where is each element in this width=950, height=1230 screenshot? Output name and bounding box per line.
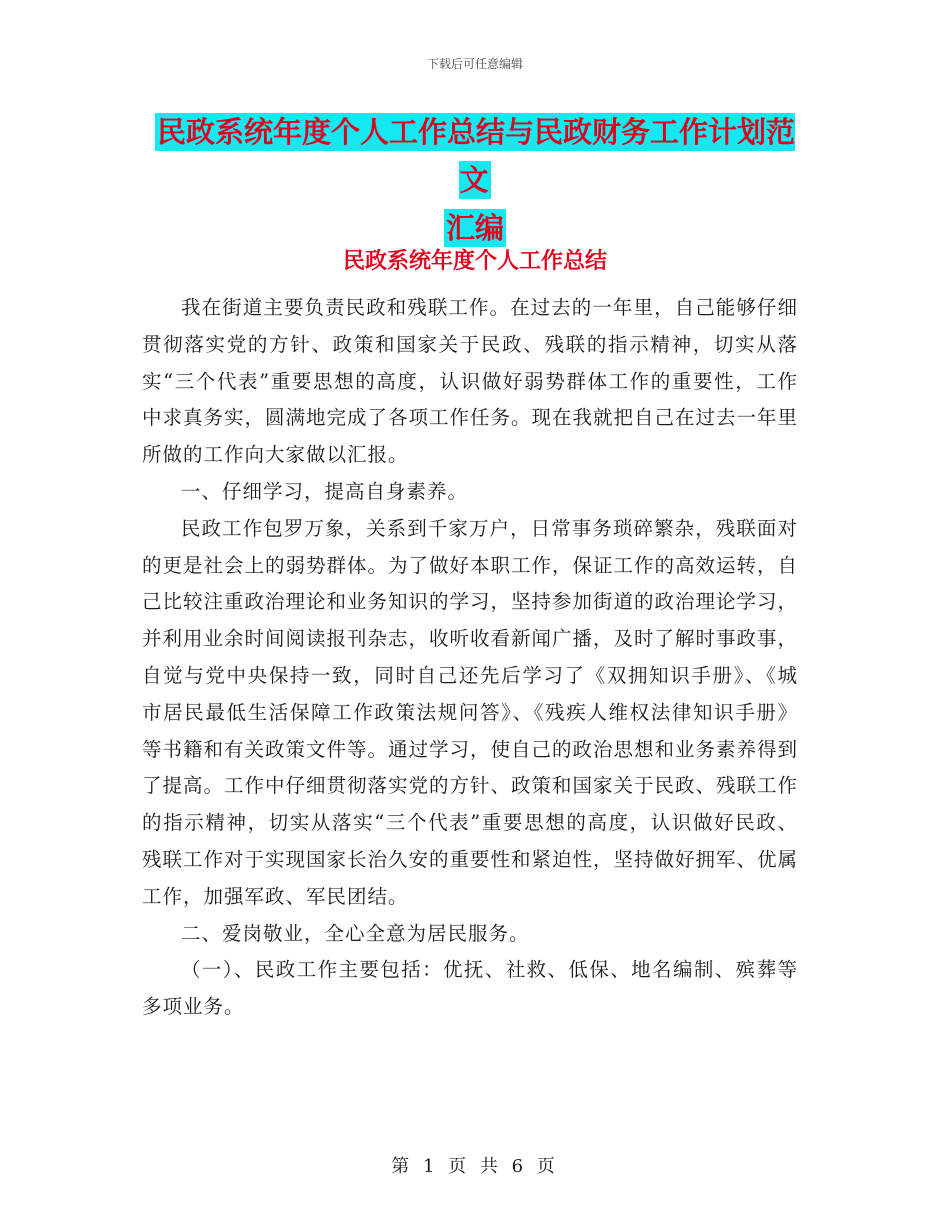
heading-service: 二、爱岗敬业，全心全意为居民服务。 — [181, 921, 530, 945]
document-title-line1: 民政系统年度个人工作总结与民政财务工作计划范文 — [156, 115, 795, 197]
document-title — [145, 108, 805, 252]
document-title-line2: 汇编 — [445, 211, 504, 245]
document-body — [142, 290, 798, 1026]
paragraph-intro: 我在街道主要负责民政和残联工作。在过去的一年里，自己能够仔细贯彻落实党的方针、政策和国家关于民政、残联的指示精神，切实从落实“三个代表”重要思想的高度，认识做好弱势群体工作的重要性，工作中求真务实，圆满地完成了各项工作任务。现在我就把自己在过去一年里所做的工作向大家做以汇报。 — [142, 296, 799, 467]
header-note: 下载后可任意编辑 — [426, 57, 523, 71]
paragraph-study: 民政工作包罗万象，关系到千家万户，日常事务琐碎繁杂，残联面对的更是社会上的弱势群体。为了做好本职工作，保证工作的高效运转，自己比较注重政治理论和业务知识的学习，坚持参加街道的政治理论学习，并利用业余时间阅读报刊杂志，收听收看新闻广播，及时了解时事政事，自觉与党中央保持一致，同时自己还先后学习了《双拥知识手册》、《城市居民最低生活保障工作政策法规问答》、《残疾人维权法律知识手册》等书籍和有关政策文件等。通过学习，使自己的政治思想和业务素养得到了提高。工作中仔细贯彻落实党的方针、政策和国家关于民政、残联工作的指示精神，切实从落实“三个代表”重要思想的高度，认识做好民政、残联工作对于实现国家长治久安的重要性和紧迫性，坚持做好拥军、优属工作，加强军政、军民团结。 — [142, 516, 799, 908]
page-number-footer: 第 1 页 共 6 页 — [391, 1156, 559, 1177]
paragraph-civil-affairs: （一）、民政工作主要包括：优抚、社救、低保、地名编制、殡葬等多项业务。 — [142, 958, 798, 1019]
section-title: 民政系统年度个人工作总结 — [342, 249, 607, 274]
heading-study: 一、仔细学习，提高自身素养。 — [181, 479, 469, 503]
